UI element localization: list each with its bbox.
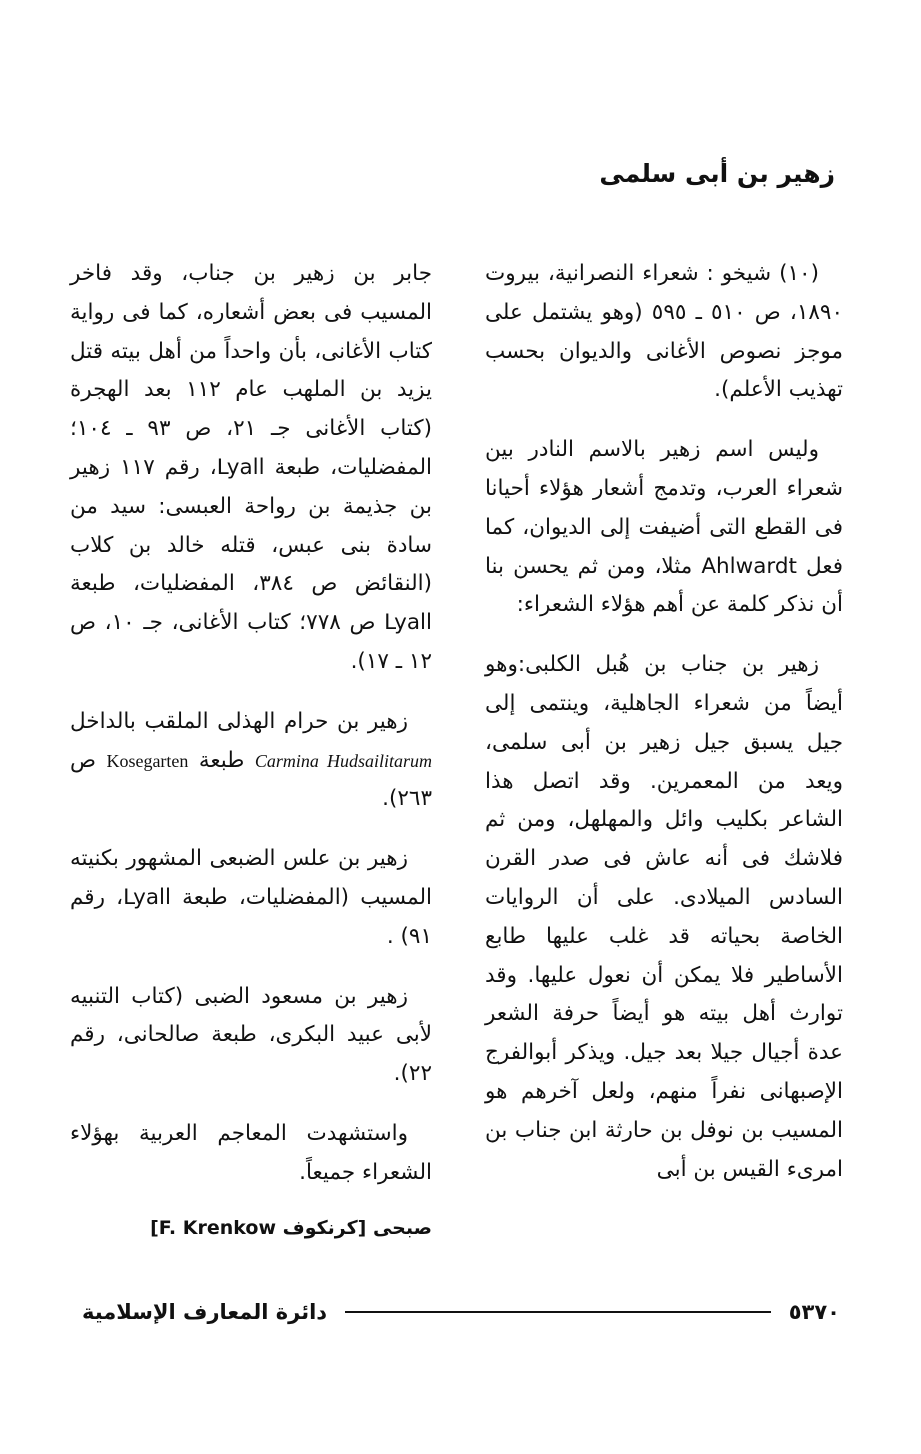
continued-paragraph: جابر بن زهير بن جناب، وقد فاخر المسيب فى بعض أشعاره، كما فى رواية كتاب الأغانى، بأن واحداً من أهل بيته قتل يزيد بن الملهب عام ١١٢ بعد الهجرة (كتاب الأغانى جـ ٢١، ص ٩٣ ـ ١٠٤؛ المفضليات، طبعة Lyall، رقم ١١٧ زهير بن جذيمة بن رواحة العبسى: سيد من سادة بنى عبس، قتله خالد بن كلاب (النقائض ص ٣٨٤، المفضليات، طبعة Lyall ص ٧٧٨؛ كتاب الأغانى، جـ ١٠، ص ١٢ ـ ١٧).: [70, 261, 433, 674]
carmina-title: Carmina Hudsailitarum: [254, 750, 432, 771]
page-footer: [82, 1290, 840, 1334]
page-number: ٥٣٧٠: [788, 1300, 840, 1324]
author-signature: صبحى [كرنكوف F. Krenkow]: [150, 1216, 432, 1239]
left-column: [70, 255, 432, 1242]
closing-paragraph: واستشهدت المعاجم العربية بهؤلاء الشعراء جميعاً.: [70, 1120, 432, 1185]
footer-rule: [345, 1311, 771, 1313]
intro-paragraph: وليس اسم زهير بالاسم النادر بين شعراء العرب، وتدمج أشعار هؤلاء أحيانا فى القطع التى أضيفت إلى الديوان، كما فعل Ahlwardt مثلا، ومن ثم يحسن بنا أن نذكر كلمة عن أهم هؤلاء الشعراء:: [485, 437, 843, 618]
running-title: زهير بن أبى سلمى: [599, 159, 835, 188]
zuhayr-ibn-janab-paragraph: زهير بن جناب بن هُبل الكلبى:وهو أيضاً من شعراء الجاهلية، وينتمى إلى جيل يسبق جيل زهير بن أبى سلمى، ويعد من المعمرين. وقد اتصل هذا الشاعر بكليب وائل والمهلهل، ومن ثم فلاشك فى أنه عاش فى صدر القرن السادس الميلادى. على أن الروايات الخاصة بحياته قد غلب عليها طابع الأساطير فلا يمكن أن نعول عليها. وقد توارث أهل بيته هو أيضاً حرفة الشعر عدة أجيال جيلا بعد جيل. ويذكر أبوالفرج الإصبهانى نفراً منهم، ولعل آخرهم هو المسيب بن نوفل بن حارثة ابن جناب بن امرىء القيس بن أبى: [485, 652, 843, 1182]
zuhayr-ibn-masud-paragraph: زهير بن مسعود الضبى (كتاب التنبيه لأبى عبيد البكرى، طبعة صالحانى، رقم ٢٢).: [70, 983, 432, 1087]
footer-title: دائرة المعارف الإسلامية: [82, 1300, 328, 1324]
kosegarten-name: Kosegarten: [106, 750, 189, 771]
zuhayr-ibn-alas-paragraph: زهير بن علس الضبعى المشهور بكنيته المسيب (المفضليات، طبعة Lyall، رقم ٩١) .: [70, 846, 432, 949]
page-reference: ص ٢٦٣).: [70, 747, 432, 812]
zuhayr-ibn-hiram-paragraph: [70, 703, 432, 819]
right-column: [485, 255, 843, 1210]
reference-paragraph: (١٠) شيخو : شعراء النصرانية، بيروت ١٨٩٠، ص ٥١٠ ـ ٥٩٥ (وهو يشتمل على موجز نصوص الأغانى والديوان بحسب تهذيب الأعلم).: [485, 261, 844, 403]
zuhayr-ibn-hiram-text: زهير بن حرام الهذلى الملقب بالداخل: [70, 708, 408, 734]
edition-word: طبعة: [198, 747, 245, 773]
